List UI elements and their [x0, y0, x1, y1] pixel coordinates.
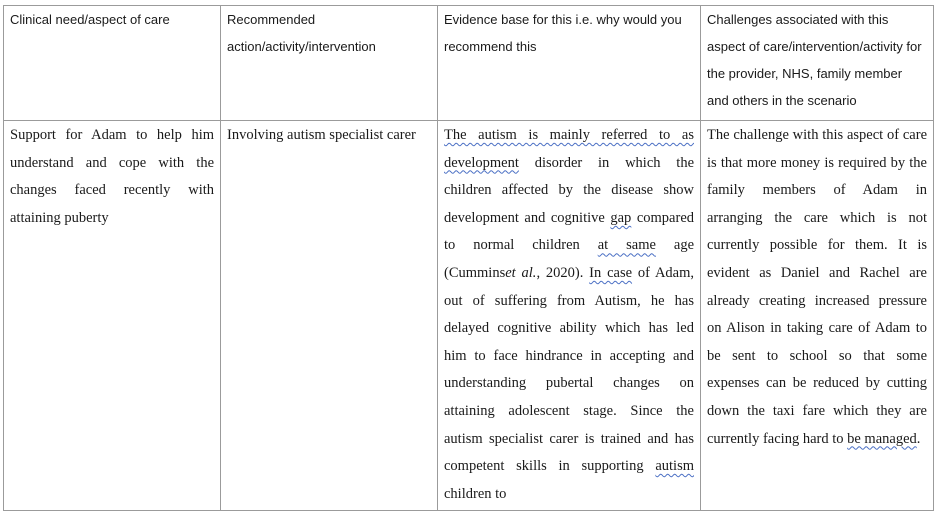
header-recommended-action-text: Recommended action/activity/intervention [227, 12, 376, 54]
cell-challenges [701, 121, 934, 511]
header-evidence-base-text: Evidence base for this i.e. why would you recommend this [444, 12, 682, 54]
evidence-seg-4: compared to normal children [444, 209, 694, 254]
cell-evidence-base-text [444, 121, 694, 510]
evidence-seg-11: autism [655, 458, 694, 475]
cell-recommended-action [221, 121, 438, 511]
evidence-seg-5: at same [597, 237, 656, 254]
header-clinical-need [4, 6, 221, 121]
cell-clinical-need [4, 121, 221, 511]
challenges-seg-1: The challenge with this aspect of care is that more money is required by the family members of Adam in arranging the care which is not currently possible for them. It is evident as Daniel and Rachel are already creating increased pressure on Alison in taking care of Adam to be sent to school so that some expenses can be reduced by cutting down the taxi fare which they are currently facing hard to [707, 127, 927, 447]
evidence-seg-12: children to [444, 485, 507, 502]
cell-recommended-action-text: Involving autism specialist carer [227, 127, 416, 143]
evidence-seg-1: The autism is mainly referred to as development [444, 127, 694, 171]
evidence-seg-10: of Adam, out of suffering from Autism, he has delayed cognitive ability which has led him to face hindrance in accepting and understanding pubertal changes on attaining adolescent stage. Since the autism specialist carer is trained and has competent skills in supporting [444, 264, 694, 475]
header-clinical-need-text: Clinical need/aspect of care [10, 12, 170, 27]
header-challenges [701, 6, 934, 121]
evidence-seg-2: disorder in which the children affected by the disease show development and cognitive [444, 154, 694, 226]
evidence-seg-8: , 2020). [536, 264, 584, 281]
evidence-seg-3: gap [610, 209, 632, 226]
table-row [4, 121, 934, 511]
care-plan-table [3, 5, 934, 511]
evidence-seg-9: In case [589, 264, 633, 281]
table-header-row [4, 6, 934, 121]
challenges-seg-3: . [916, 430, 921, 447]
evidence-seg-7: et al. [505, 264, 537, 281]
challenges-seg-2: be managed [847, 430, 917, 447]
cell-evidence-base [438, 121, 701, 511]
header-challenges-text: Challenges associated with this aspect of care/intervention/activity for the provider, NHS, family member and others in the scenario [707, 12, 922, 108]
evidence-seg-6: age (Cummins [444, 237, 694, 281]
cell-challenges-text [707, 121, 927, 510]
cell-clinical-need-text: Support for Adam to help him understand and cope with the changes faced recently with attaining puberty [10, 127, 214, 226]
header-recommended-action [221, 6, 438, 121]
header-evidence-base [438, 6, 701, 121]
